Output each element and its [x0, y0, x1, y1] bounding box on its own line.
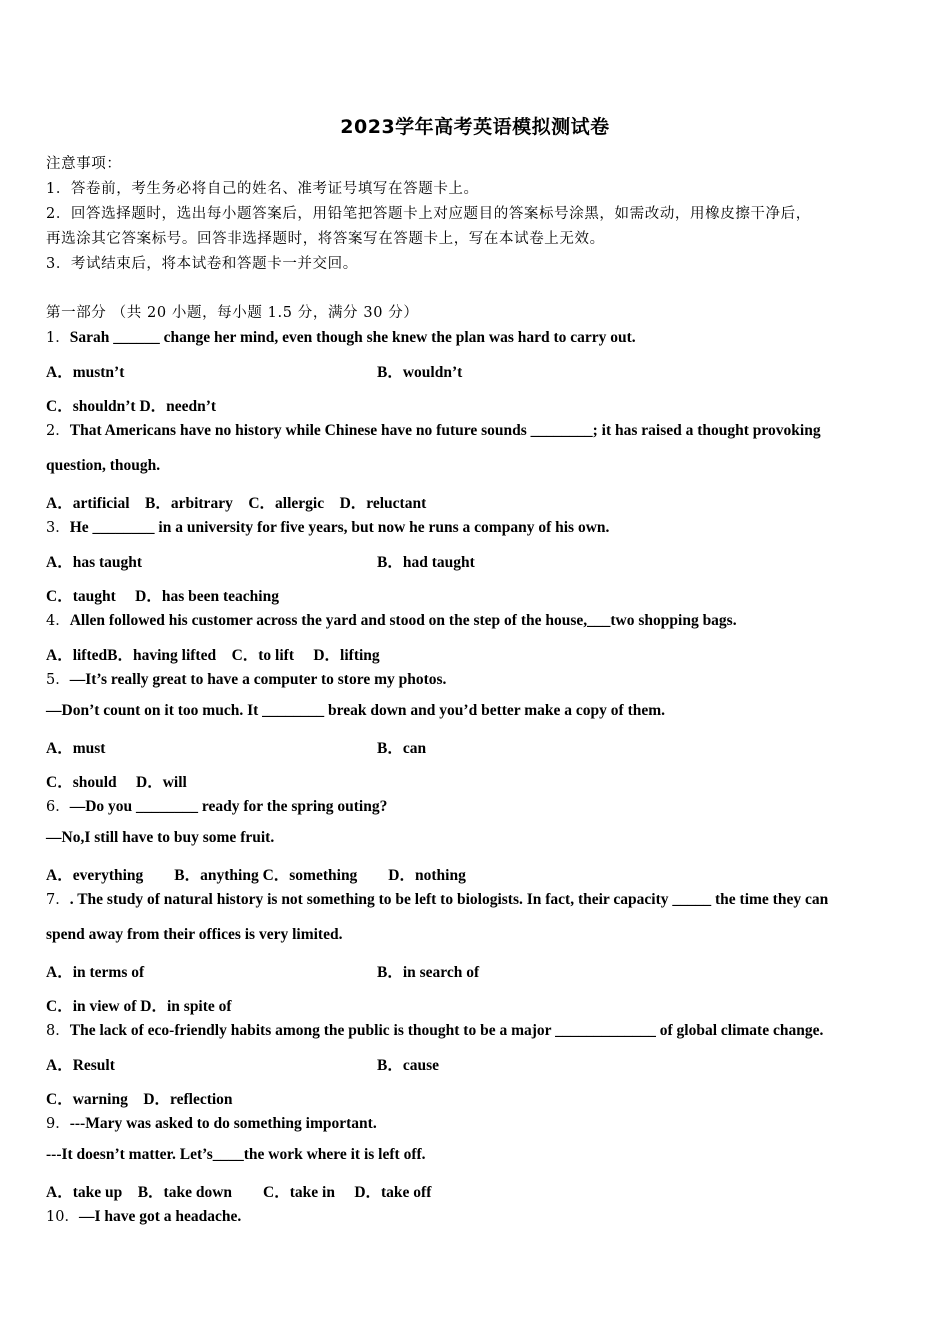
question-stem-cont: question, though.: [46, 457, 161, 474]
question-number: 2．: [46, 423, 70, 439]
option-c-d: C．in view of D．in spite of: [46, 998, 232, 1015]
option-a: A．must: [46, 740, 106, 757]
question-stem: . The study of natural history is not something to be left to biologists. In fact, their capacity _____ the time they can: [69, 891, 829, 908]
question-stem: —Do you ________ ready for the spring outing?: [69, 798, 388, 815]
question-9: [46, 1112, 377, 1133]
question-stem: The lack of eco-friendly habits among the public is thought to be a major _____________ of global climate change.: [69, 1022, 824, 1039]
question-7: [46, 888, 828, 909]
question-number: 8．: [46, 1023, 70, 1039]
question-stem: That Americans have no history while Chinese have no future sounds ________; it has raised a thought provoking: [69, 422, 821, 439]
option-a: A．Result: [46, 1057, 115, 1074]
notice-item-2-cont: 再选涂其它答案标号。回答非选择题时，将答案写在答题卡上，写在本试卷上无效。: [46, 231, 605, 247]
option-c-d: C．taught D．has been teaching: [46, 588, 279, 605]
question-stem-cont: ---It doesn’t matter. Let’s____the work where it is left off.: [46, 1146, 426, 1163]
question-stem-cont: —No,I still have to buy some fruit.: [46, 829, 275, 846]
question-number: 7．: [46, 892, 70, 908]
question-number: 4．: [46, 613, 70, 629]
option-c-d: C．shouldn’t D．needn’t: [46, 398, 217, 415]
question-number: 3．: [46, 520, 70, 536]
option-b: B．wouldn’t: [377, 364, 463, 381]
options-row: A．artificial B．arbitrary C．allergic D．reluctant: [46, 495, 427, 512]
notice-item-3: 3．考试结束后，将本试卷和答题卡一并交回。: [46, 256, 358, 272]
question-2: [46, 419, 821, 440]
option-b: B．in search of: [377, 964, 480, 981]
question-stem: —It’s really great to have a computer to store my photos.: [69, 671, 447, 688]
question-number: 5．: [46, 672, 70, 688]
option-c-d: C．should D．will: [46, 774, 187, 791]
question-8: [46, 1019, 823, 1040]
question-1: [46, 326, 636, 347]
question-stem: ---Mary was asked to do something important.: [69, 1115, 377, 1132]
question-5: [46, 668, 446, 689]
option-a: A．in terms of: [46, 964, 145, 981]
option-a: A．mustn’t: [46, 364, 125, 381]
section-header: 第一部分 （共 20 小题，每小题 1.5 分，满分 30 分）: [46, 305, 419, 321]
options-row: A．everything B．anything C．something D．nothing: [46, 867, 466, 884]
question-6: [46, 795, 387, 816]
question-stem: He ________ in a university for five years, but now he runs a company of his own.: [69, 519, 610, 536]
question-number: 6．: [46, 799, 70, 815]
options-row: A．liftedB．having lifted C．to lift D．lifting: [46, 647, 380, 664]
option-b: B．can: [377, 740, 427, 757]
notice-item-2: 2．回答选择题时，选出每小题答案后，用铅笔把答题卡上对应题目的答案标号涂黑，如需改动，用橡皮擦干净后，: [46, 206, 811, 222]
page-title: 2023学年高考英语模拟测试卷: [340, 116, 610, 138]
option-c-d: C．warning D．reflection: [46, 1091, 233, 1108]
question-3: [46, 516, 609, 537]
question-stem: Sarah ______ change her mind, even though she knew the plan was hard to carry out.: [69, 329, 636, 346]
question-number: 1．: [46, 330, 70, 346]
options-row: A．take up B．take down C．take in D．take off: [46, 1184, 432, 1201]
notice-item-1: 1．答卷前，考生务必将自己的姓名、准考证号填写在答题卡上。: [46, 181, 479, 197]
question-stem: Allen followed his customer across the yard and stood on the step of the house,___two shopping bags.: [69, 612, 737, 629]
question-number: 9．: [46, 1116, 70, 1132]
option-a: A．has taught: [46, 554, 143, 571]
question-stem-cont: spend away from their offices is very limited.: [46, 926, 343, 943]
option-b: B．had taught: [377, 554, 475, 571]
notice-heading: 注意事项：: [46, 156, 122, 172]
question-4: [46, 609, 737, 630]
question-number: 10．: [46, 1209, 79, 1225]
question-stem-cont: —Don’t count on it too much. It ________ break down and you’d better make a copy of them.: [46, 702, 666, 719]
question-stem: —I have got a headache.: [78, 1208, 242, 1225]
option-b: B．cause: [377, 1057, 440, 1074]
question-10: [46, 1205, 241, 1226]
